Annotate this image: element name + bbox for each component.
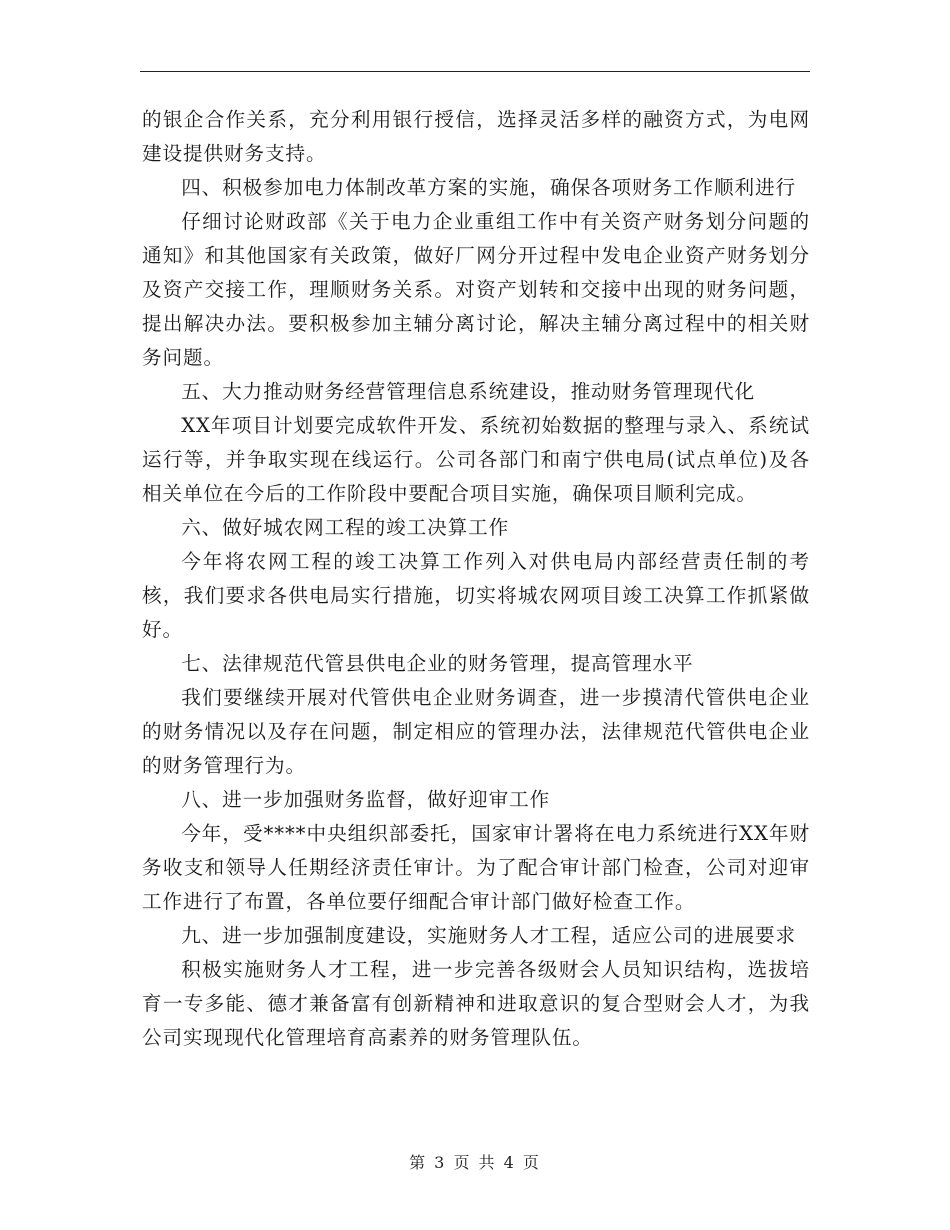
section-heading-5: 五、大力推动财务经营管理信息系统建设，推动财务管理现代化 — [181, 380, 756, 403]
section-heading-6: 六、做好城农网工程的竣工决算工作 — [181, 516, 510, 539]
header-rule — [140, 71, 810, 72]
page-number-footer: 第 3 页 共 4 页 — [409, 1153, 541, 1172]
section-body-8: 今年，受****中央组织部委托，国家审计署将在电力系统进行XX年财务收支和领导人任期经济责任审计。为了配合审计部门检查，公司对迎审工作进行了布置，各单位要仔细配合审计部门做好检查工作。 — [142, 822, 810, 913]
section-heading-8: 八、进一步加强财务监督，做好迎审工作 — [181, 788, 551, 811]
section-body-6: 今年将农网工程的竣工决算工作列入对供电局内部经营责任制的考核，我们要求各供电局实行措施，切实将城农网项目竣工决算工作抓紧做好。 — [142, 550, 810, 641]
section-body-5: XX年项目计划要完成软件开发、系统初始数据的整理与录入、系统试运行等，并争取实现在线运行。公司各部门和南宁供电局(试点单位)及各相关单位在今后的工作阶段中要配合项目实施，确保项目顺利完成。 — [142, 414, 810, 505]
section-body-7: 我们要继续开展对代管供电企业财务调查，进一步摸清代管供电企业的财务情况以及存在问题，制定相应的管理办法，法律规范代管供电企业的财务管理行为。 — [142, 686, 810, 777]
section-body-4: 仔细讨论财政部《关于电力企业重组工作中有关资产财务划分问题的通知》和其他国家有关政策，做好厂网分开过程中发电企业资产财务划分及资产交接工作，理顺财务关系。对资产划转和交接中出现的财务问题，提出解决办法。要积极参加主辅分离讨论，解决主辅分离过程中的相关财务问题。 — [142, 210, 810, 369]
document-body — [142, 103, 810, 1055]
section-heading-9: 九、进一步加强制度建设，实施财务人才工程，适应公司的进展要求 — [181, 924, 796, 947]
paragraph-continuation: 的银企合作关系，充分利用银行授信，选择灵活多样的融资方式，为电网建设提供财务支持。 — [142, 108, 810, 165]
section-heading-4: 四、积极参加电力体制改革方案的实施，确保各项财务工作顺利进行 — [181, 176, 796, 199]
section-body-9: 积极实施财务人才工程，进一步完善各级财会人员知识结构，选拔培育一专多能、德才兼备富有创新精神和进取意识的复合型财会人才，为我公司实现现代化管理培育高素养的财务管理队伍。 — [142, 958, 810, 1049]
section-heading-7: 七、法律规范代管县供电企业的财务管理，提高管理水平 — [181, 652, 694, 675]
